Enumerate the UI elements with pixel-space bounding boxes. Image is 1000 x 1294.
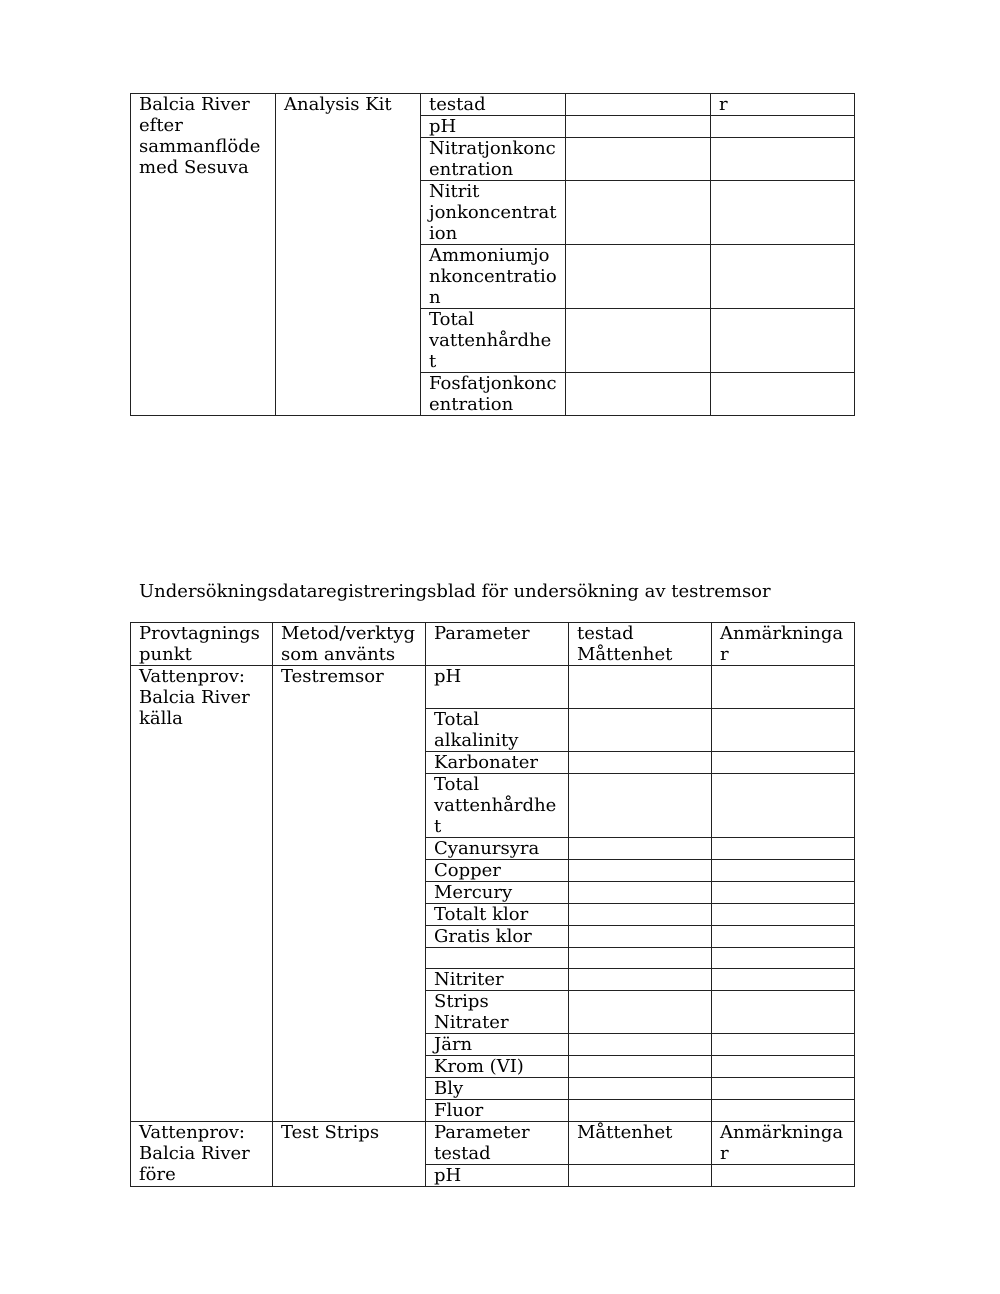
- notes-cell[interactable]: [712, 860, 855, 882]
- notes-cell[interactable]: [711, 116, 855, 138]
- notes-header-cell: Anmärkningar: [712, 1122, 855, 1165]
- notes-cell[interactable]: [712, 991, 855, 1034]
- notes-cell[interactable]: [712, 904, 855, 926]
- method-cell: Testremsor: [273, 666, 426, 1122]
- parameter-cell: Nitriter: [426, 969, 569, 991]
- notes-cell[interactable]: [712, 948, 855, 969]
- sampling-location-cell: Vattenprov: Balcia River före: [131, 1122, 273, 1187]
- notes-cell[interactable]: [712, 838, 855, 860]
- parameter-cell: Copper: [426, 860, 569, 882]
- notes-header-fragment: r: [711, 94, 855, 116]
- method-cell: Analysis Kit: [276, 94, 421, 416]
- notes-cell[interactable]: [711, 181, 855, 245]
- header-parameter: Parameter: [426, 623, 569, 666]
- value-cell[interactable]: [569, 991, 712, 1034]
- header-notes: Anmärkningar: [712, 623, 855, 666]
- value-cell[interactable]: [569, 666, 712, 709]
- value-cell[interactable]: [566, 138, 711, 181]
- value-cell[interactable]: [569, 926, 712, 948]
- value-cell[interactable]: [569, 860, 712, 882]
- notes-cell[interactable]: [712, 1100, 855, 1122]
- value-cell[interactable]: [566, 116, 711, 138]
- value-cell[interactable]: [569, 882, 712, 904]
- test-strips-table: [130, 622, 855, 1187]
- parameter-cell: Totalt klor: [426, 904, 569, 926]
- value-cell[interactable]: [569, 1165, 712, 1187]
- notes-cell[interactable]: [711, 138, 855, 181]
- unit-header-cell: Måttenhet: [569, 1122, 712, 1165]
- parameter-cell: Gratis klor: [426, 926, 569, 948]
- parameter-cell: pH: [426, 1165, 569, 1187]
- parameter-cell: Bly: [426, 1078, 569, 1100]
- value-cell[interactable]: [569, 709, 712, 752]
- parameter-cell: pH: [421, 116, 566, 138]
- parameter-header-fragment: testad: [421, 94, 566, 116]
- parameter-cell: Total vattenhårdhet: [421, 309, 566, 373]
- notes-cell[interactable]: [712, 752, 855, 774]
- parameter-cell: Krom (VI): [426, 1056, 569, 1078]
- sampling-location-cell: Balcia River efter sammanflöde med Sesuva: [131, 94, 276, 416]
- value-cell[interactable]: [566, 94, 711, 116]
- parameter-cell: Järn: [426, 1034, 569, 1056]
- notes-cell[interactable]: [712, 709, 855, 752]
- notes-cell[interactable]: [712, 1078, 855, 1100]
- parameter-cell: Ammoniumjonkoncentration: [421, 245, 566, 309]
- parameter-cell: Total alkalinity: [426, 709, 569, 752]
- header-sampling-point: Provtagnings punkt: [131, 623, 273, 666]
- notes-cell[interactable]: [712, 1165, 855, 1187]
- parameter-cell: Mercury: [426, 882, 569, 904]
- parameter-cell: Total vattenhårdhet: [426, 774, 569, 838]
- value-cell[interactable]: [566, 181, 711, 245]
- method-cell: Test Strips: [273, 1122, 426, 1187]
- parameter-cell: Cyanursyra: [426, 838, 569, 860]
- value-cell[interactable]: [569, 774, 712, 838]
- sampling-location-cell: Vattenprov: Balcia River källa: [131, 666, 273, 1122]
- notes-cell[interactable]: [712, 882, 855, 904]
- parameter-header-cell: Parameter testad: [426, 1122, 569, 1165]
- parameter-cell: Nitrit jonkoncentration: [421, 181, 566, 245]
- value-cell[interactable]: [569, 904, 712, 926]
- parameter-cell: Fosfatjonkoncentration: [421, 373, 566, 416]
- parameter-cell: Karbonater: [426, 752, 569, 774]
- parameter-cell: Fluor: [426, 1100, 569, 1122]
- notes-cell[interactable]: [712, 774, 855, 838]
- analysis-kit-table: [130, 93, 855, 416]
- notes-cell[interactable]: [711, 245, 855, 309]
- header-method: Metod/verktyg som använts: [273, 623, 426, 666]
- parameter-cell: pH: [426, 666, 569, 709]
- value-cell[interactable]: [566, 245, 711, 309]
- value-cell[interactable]: [569, 969, 712, 991]
- value-cell[interactable]: [569, 1034, 712, 1056]
- notes-cell[interactable]: [711, 309, 855, 373]
- parameter-cell: [426, 948, 569, 969]
- value-cell[interactable]: [569, 752, 712, 774]
- notes-cell[interactable]: [712, 1034, 855, 1056]
- value-cell[interactable]: [569, 838, 712, 860]
- value-cell[interactable]: [566, 309, 711, 373]
- header-unit: testad Måttenhet: [569, 623, 712, 666]
- notes-cell[interactable]: [711, 373, 855, 416]
- value-cell[interactable]: [566, 373, 711, 416]
- value-cell[interactable]: [569, 1100, 712, 1122]
- notes-cell[interactable]: [712, 666, 855, 709]
- parameter-cell: Strips Nitrater: [426, 991, 569, 1034]
- value-cell[interactable]: [569, 1078, 712, 1100]
- value-cell[interactable]: [569, 1056, 712, 1078]
- notes-cell[interactable]: [712, 969, 855, 991]
- notes-cell[interactable]: [712, 1056, 855, 1078]
- table-caption: Undersökningsdataregistreringsblad för undersökning av testremsor: [139, 581, 771, 602]
- value-cell[interactable]: [569, 948, 712, 969]
- notes-cell[interactable]: [712, 926, 855, 948]
- parameter-cell: Nitratjonkoncentration: [421, 138, 566, 181]
